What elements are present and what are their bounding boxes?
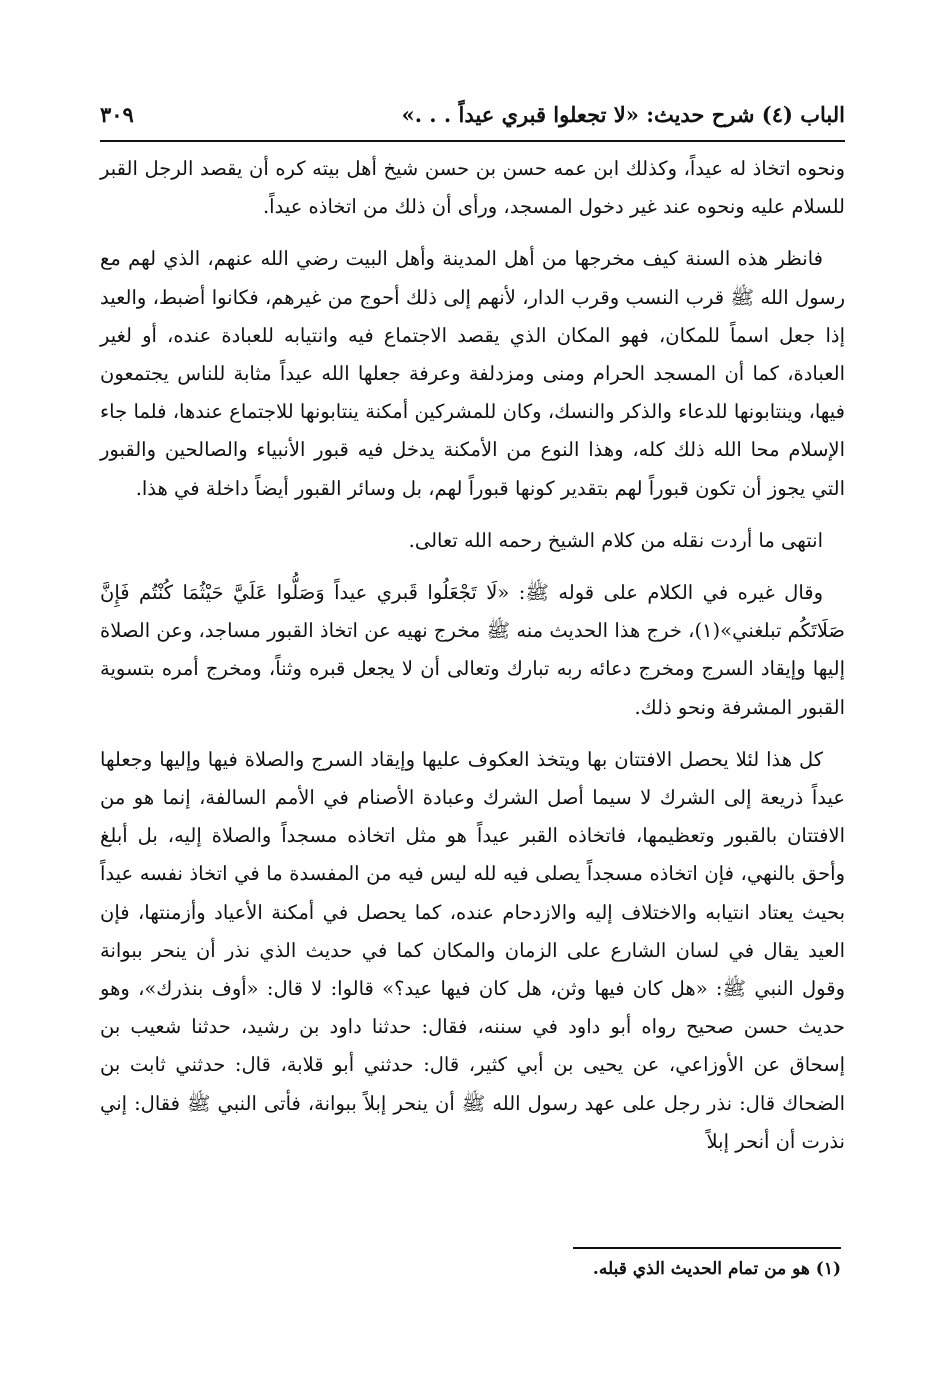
paragraph-5: كل هذا لئلا يحصل الافتتان بها ويتخذ العكوف عليها وإيقاد السرج والصلاة فيها وإليها وجعلها عيداً ذريعة إلى الشرك لا سيما أصل الشرك وعبادة الأصنام في الأمم السالفة، إنما هو من الافتتان بالقبور وتعظيمها، فاتخاذه القبر عيداً هو مثل اتخاذه مسجداً والصلاة إليه، بل أبلغ وأحق بالنهي، فإن اتخاذه مسجداً يصلى فيه لله ليس فيه من المفسدة ما في اتخاذ نفسه عيداً بحيث يعتاد انتيابه والاختلاف إليه والازدحام عنده، كما يحصل في أمكنة الأعياد وأزمنتها، فإن العيد يقال في لسان الشارع على الزمان والمكان كما في حديث الذي نذر أن ينحر ببوانة وقول النبي ﷺ: «هل كان فيها وثن، هل كان فيها عيد؟» قالوا: لا قال: «أوف بنذرك»، وهو حديث حسن صحيح رواه أبو داود في سننه، فقال: حدثنا داود بن رشيد، حدثنا شعيب بن إسحاق عن الأوزاعي، عن يحيى بن أبي كثير، قال: حدثني أبو قلابة، قال: حدثني ثابت بن الضحاك قال: نذر رجل على عهد رسول الله ﷺ أن ينحر إبلاً ببوانة، فأتى النبي ﷺ فقال: إني نذرت أن أنحر إبلاً <box>100 747 845 1153</box>
chapter-title: الباب (٤) شرح حديث: «لا تجعلوا قبري عيداً . . .» <box>401 102 845 127</box>
page-number: ٣٠٩ <box>100 102 134 127</box>
paragraph-4: وقال غيره في الكلام على قوله ﷺ: «لَا تَجْعَلُوا قَبري عيداً وَصَلُّوا عَلَيَّ حَيْثُمَا كُنْتُم فَإِنَّ صَلَاتَكُم تبلغني»(١)، خرج هذا الحديث منه ﷺ مخرج نهيه عن اتخاذ القبور مساجد، وعن الصلاة إليها وإيقاد السرج ومخرج دعائه ربه تبارك وتعالى أن لا يجعل قبره وثناً، ومخرج أمره بتسوية القبور المشرفة ونحو ذلك. <box>100 581 845 719</box>
paragraph-3: انتهى ما أردت نقله من كلام الشيخ رحمه الله تعالى. <box>408 528 823 552</box>
main-text <box>100 150 845 1175</box>
paragraph-1: ونحوه اتخاذ له عيداً، وكذلك ابن عمه حسن بن حسن شيخ أهل بيته كره أن يقصد الرجل القبر للسلام عليه ونحوه عند غير دخول المسجد، ورأى أن ذلك من اتخاذه عيداً. <box>100 157 845 219</box>
footnote: (١) هو من تمام الحديث الذي قبله. <box>592 1259 841 1279</box>
running-header <box>100 98 845 138</box>
footnote-divider <box>573 1247 841 1249</box>
paragraph-2: فانظر هذه السنة كيف مخرجها من أهل المدينة وأهل البيت رضي الله عنهم، الذي لهم مع رسول الله ﷺ قرب النسب وقرب الدار، لأنهم إلى ذلك أحوج من غيرهم، فكانوا أضبط، والعيد إذا جعل اسماً للمكان، فهو المكان الذي يقصد الاجتماع فيه وانتيابه للعبادة عنده، أو لغير العبادة، كما أن المسجد الحرام ومنى ومزدلفة وعرفة جعلها الله عيداً مثابة للناس يجتمعون فيها، وينتابونها للدعاء والذكر والنسك، وكان للمشركين أمكنة ينتابونها للاجتماع عندها، فلما جاء الإسلام محا الله ذلك كله، وهذا النوع من الأمكنة يدخل فيه قبور الأنبياء والصالحين والقبور التي يجوز أن تكون قبوراً لهم بتقدير كونها قبوراً لهم، بل وسائر القبور أيضاً داخلة في هذا. <box>100 247 845 500</box>
header-divider <box>100 140 845 142</box>
